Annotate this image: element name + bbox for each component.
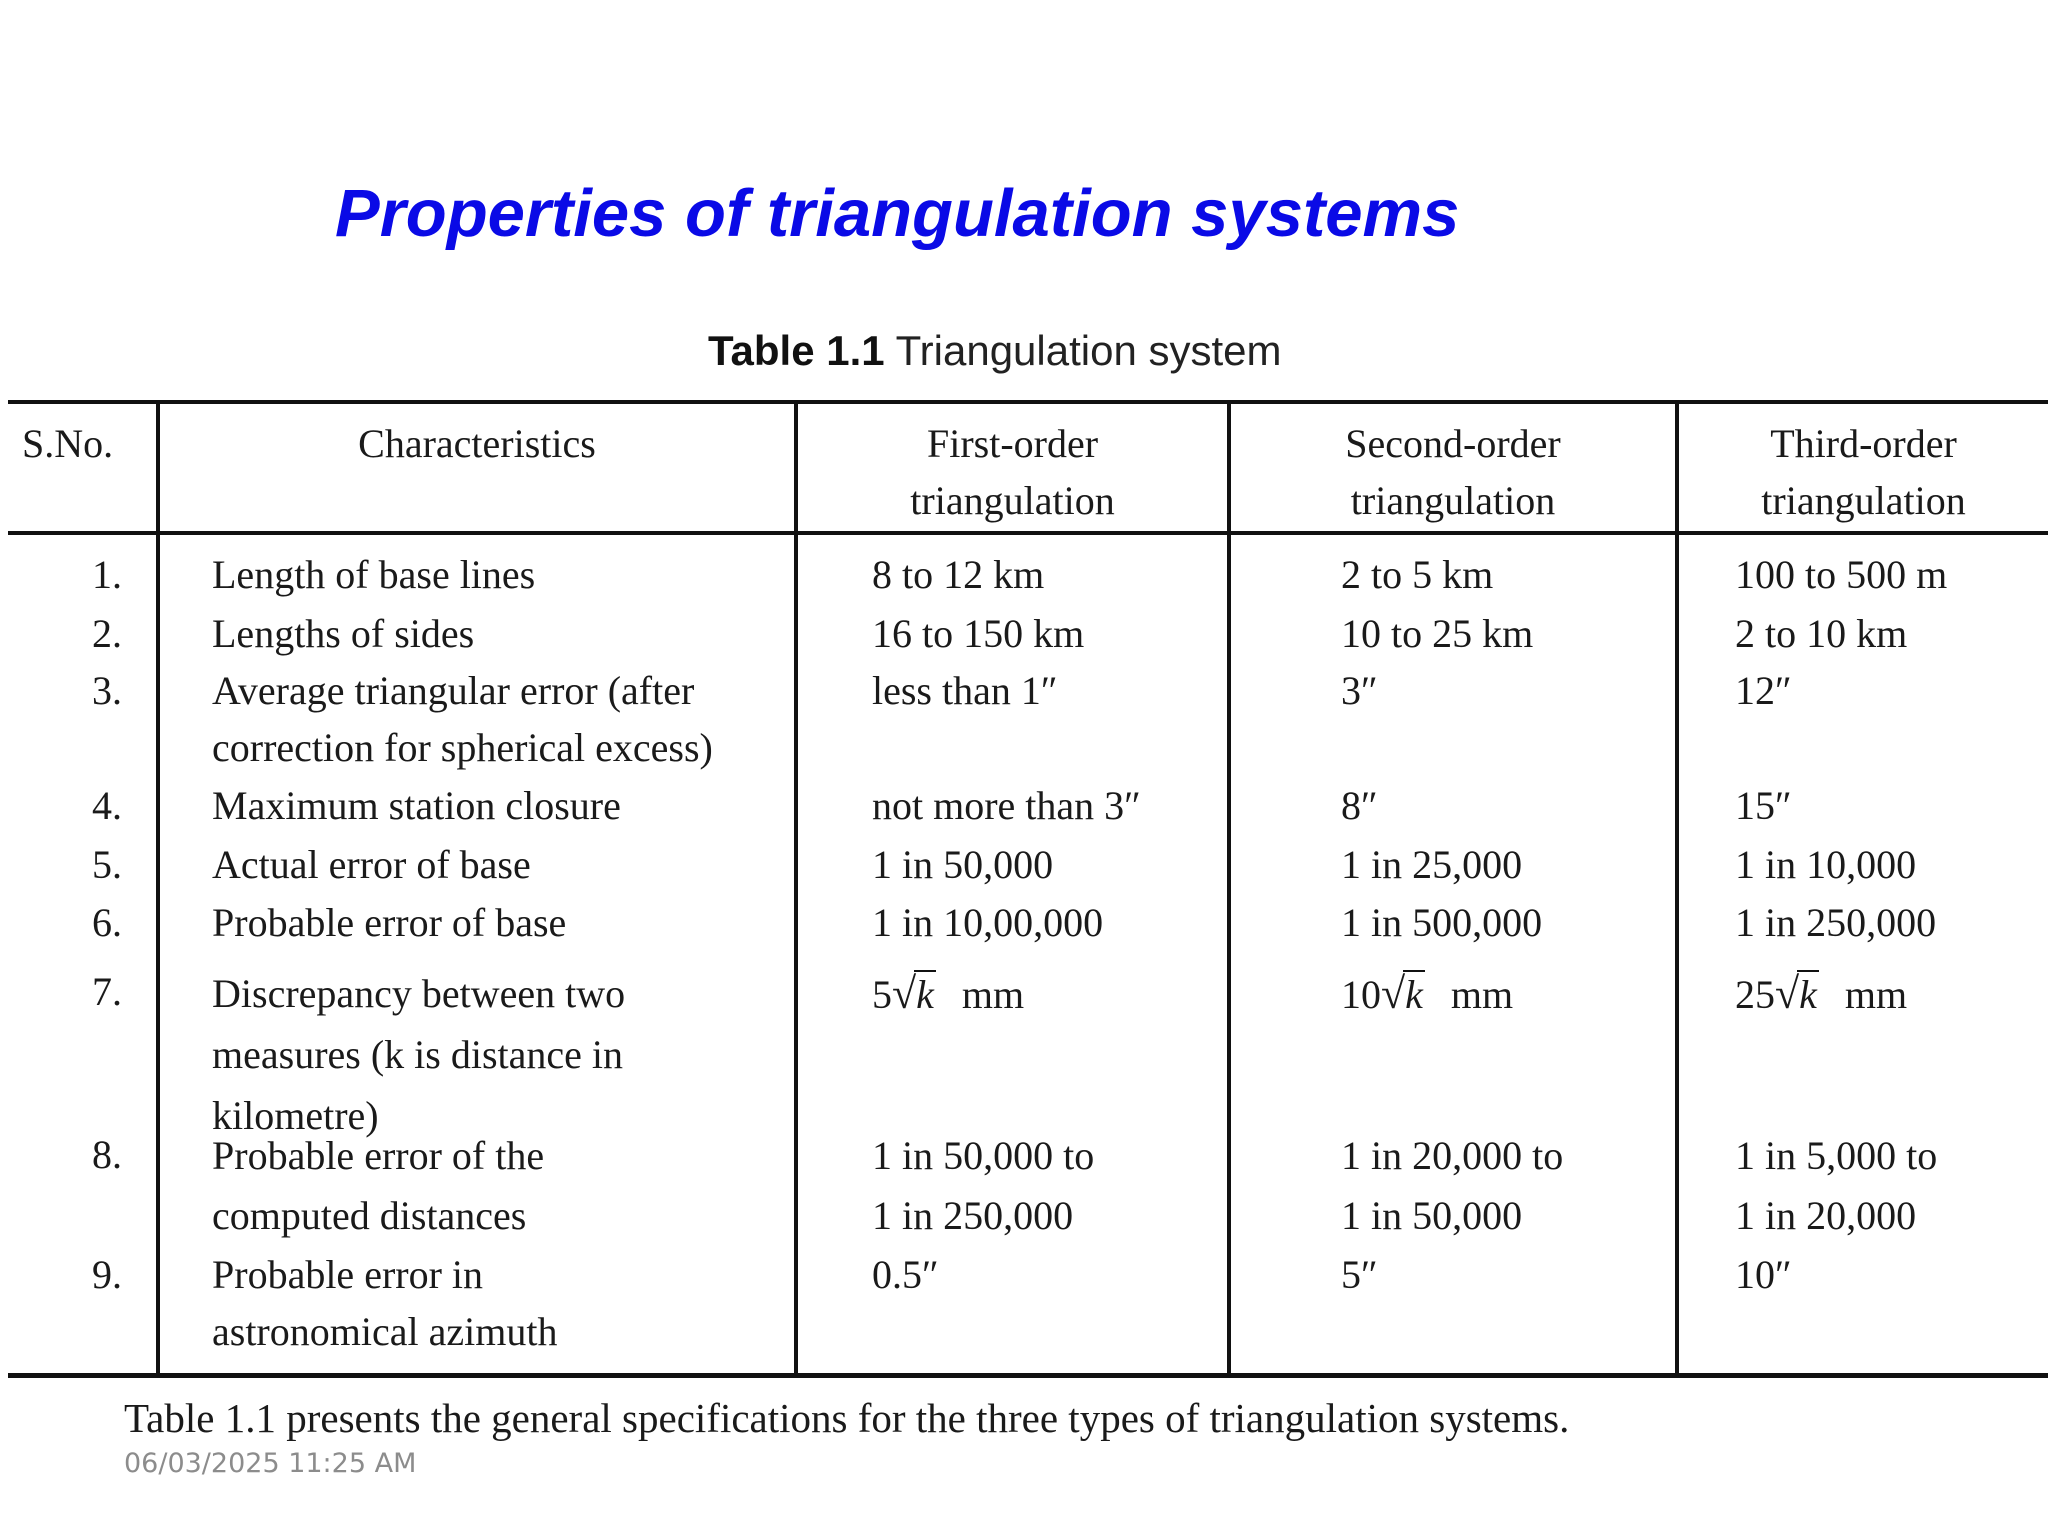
slide-title: Properties of triangulation systems — [335, 176, 1460, 251]
header-second-order-line2: triangulation — [1350, 478, 1556, 523]
second-order-line: 2 to 5 km — [1341, 552, 1494, 597]
row-number: 5. — [92, 842, 122, 887]
second-order-value — [1341, 546, 1671, 603]
characteristic-cell — [212, 777, 792, 834]
header-sno: S.No. — [22, 421, 114, 466]
third-order-value — [1735, 963, 2045, 1025]
characteristic-line: Discrepancy between two — [212, 971, 626, 1016]
sqrt-expression — [1341, 963, 1513, 1025]
third-order-value — [1735, 546, 2045, 603]
third-order-value — [1735, 894, 2045, 951]
second-order-line: 1 in 25,000 — [1341, 842, 1523, 887]
third-order-line: 1 in 5,000 to — [1735, 1133, 1938, 1178]
header-third-order — [1679, 415, 2048, 529]
third-order-value — [1735, 777, 2045, 834]
row-number: 7. — [92, 969, 122, 1014]
sqrt-variable: k — [916, 972, 934, 1017]
third-order-line: 15″ — [1735, 783, 1792, 828]
second-order-value — [1341, 662, 1671, 719]
sqrt-unit: mm — [1450, 972, 1514, 1017]
characteristic-line: Average triangular error (after — [212, 668, 695, 713]
first-order-value — [872, 605, 1222, 662]
row-number: 8. — [92, 1132, 122, 1177]
first-order-value — [872, 546, 1222, 603]
column-divider — [1675, 400, 1679, 1376]
characteristic-line: kilometre) — [212, 1093, 379, 1138]
characteristic-line: Maximum station closure — [212, 783, 621, 828]
second-order-value — [1341, 963, 1671, 1025]
sqrt-coefficient: 5 — [872, 972, 892, 1017]
first-order-line: not more than 3″ — [872, 783, 1141, 828]
row-number: 2. — [92, 611, 122, 656]
characteristic-cell — [212, 546, 792, 603]
first-order-value — [872, 836, 1222, 893]
first-order-line: 1 in 50,000 to — [872, 1133, 1095, 1178]
column-divider — [794, 400, 798, 1376]
table-caption-label: Table 1.1 — [708, 327, 885, 374]
third-order-line: 1 in 10,000 — [1735, 842, 1917, 887]
characteristic-line: Probable error in — [212, 1252, 484, 1297]
header-characteristics: Characteristics — [358, 421, 596, 466]
second-order-line: 10 to 25 km — [1341, 611, 1534, 656]
second-order-line: 1 in 500,000 — [1341, 900, 1543, 945]
first-order-value — [872, 1246, 1222, 1303]
first-order-value — [872, 662, 1222, 719]
first-order-line: 1 in 250,000 — [872, 1193, 1074, 1238]
date-stamp: 06/03/2025 11:25 AM — [124, 1448, 417, 1479]
table-header-rule — [8, 531, 2048, 535]
radical-sign-icon: √ — [1775, 969, 1800, 1018]
third-order-value — [1735, 1246, 2045, 1303]
row-number: 4. — [92, 783, 122, 828]
characteristic-cell — [212, 662, 792, 776]
characteristic-cell — [212, 836, 792, 893]
header-first-order-line2: triangulation — [910, 478, 1115, 523]
radical-sign-icon: √ — [1381, 969, 1406, 1018]
first-order-line: 0.5″ — [872, 1252, 939, 1297]
sqrt-expression — [872, 963, 1024, 1025]
header-first-order-line1: First-order — [926, 421, 1099, 466]
first-order-value — [872, 777, 1222, 834]
radical-sign-icon: √ — [892, 969, 917, 1018]
third-order-line: 12″ — [1735, 668, 1792, 713]
first-order-value — [872, 963, 1222, 1025]
characteristic-line: measures (k is distance in — [212, 1032, 623, 1077]
first-order-value — [872, 894, 1222, 951]
first-order-line: 1 in 50,000 — [872, 842, 1054, 887]
third-order-value — [1735, 1126, 2045, 1246]
characteristic-line: Probable error of base — [212, 900, 567, 945]
header-third-order-line2: triangulation — [1761, 478, 1966, 523]
characteristic-line: Actual error of base — [212, 842, 531, 887]
characteristic-line: Lengths of sides — [212, 611, 475, 656]
table-caption-text: Triangulation system — [895, 327, 1282, 374]
triangulation-table — [8, 400, 2048, 1378]
table-top-rule — [8, 400, 2048, 404]
second-order-value — [1341, 836, 1671, 893]
third-order-value — [1735, 662, 2045, 719]
sqrt-expression — [1735, 963, 1907, 1025]
second-order-line: 1 in 50,000 — [1341, 1193, 1523, 1238]
characteristic-cell — [212, 1126, 792, 1246]
sqrt-variable: k — [1405, 972, 1423, 1017]
second-order-value — [1341, 605, 1671, 662]
header-second-order — [1231, 415, 1675, 529]
first-order-line: 16 to 150 km — [872, 611, 1085, 656]
sqrt-coefficient: 25 — [1735, 972, 1775, 1017]
characteristic-line: Probable error of the — [212, 1133, 545, 1178]
second-order-value — [1341, 894, 1671, 951]
table-bottom-rule — [8, 1373, 2048, 1378]
third-order-value — [1735, 836, 2045, 893]
table-footnote: Table 1.1 presents the general specifications for the three types of triangulation systems. — [124, 1395, 1570, 1441]
row-number: 3. — [92, 668, 122, 713]
sqrt-unit: mm — [961, 972, 1025, 1017]
characteristic-cell — [212, 963, 792, 1146]
sqrt-coefficient: 10 — [1341, 972, 1381, 1017]
header-second-order-line1: Second-order — [1345, 421, 1561, 466]
third-order-line: 10″ — [1735, 1252, 1792, 1297]
third-order-line: 2 to 10 km — [1735, 611, 1908, 656]
third-order-line: 1 in 250,000 — [1735, 900, 1937, 945]
column-divider — [156, 400, 160, 1376]
second-order-value — [1341, 1246, 1671, 1303]
sqrt-variable: k — [1799, 972, 1817, 1017]
row-number: 9. — [92, 1252, 122, 1297]
second-order-line: 3″ — [1341, 668, 1378, 713]
header-third-order-line1: Third-order — [1770, 421, 1957, 466]
second-order-line: 5″ — [1341, 1252, 1378, 1297]
characteristic-cell — [212, 605, 792, 662]
table-caption — [708, 327, 1282, 374]
first-order-line: 1 in 10,00,000 — [872, 900, 1104, 945]
sqrt-unit: mm — [1844, 972, 1908, 1017]
row-number: 1. — [92, 552, 122, 597]
characteristic-line: astronomical azimuth — [212, 1309, 558, 1354]
row-number: 6. — [92, 900, 122, 945]
second-order-value — [1341, 777, 1671, 834]
characteristic-line: Length of base lines — [212, 552, 536, 597]
header-first-order — [798, 415, 1227, 529]
characteristic-line: computed distances — [212, 1193, 527, 1238]
characteristic-cell — [212, 1246, 792, 1360]
first-order-value — [872, 1126, 1222, 1246]
second-order-line: 8″ — [1341, 783, 1378, 828]
first-order-line: 8 to 12 km — [872, 552, 1045, 597]
second-order-line: 1 in 20,000 to — [1341, 1133, 1564, 1178]
first-order-line: less than 1″ — [872, 668, 1058, 713]
characteristic-cell — [212, 894, 792, 951]
third-order-line: 100 to 500 m — [1735, 552, 1948, 597]
characteristic-line: correction for spherical excess) — [212, 725, 713, 770]
third-order-line: 1 in 20,000 — [1735, 1193, 1917, 1238]
third-order-value — [1735, 605, 2045, 662]
second-order-value — [1341, 1126, 1671, 1246]
column-divider — [1227, 400, 1231, 1376]
